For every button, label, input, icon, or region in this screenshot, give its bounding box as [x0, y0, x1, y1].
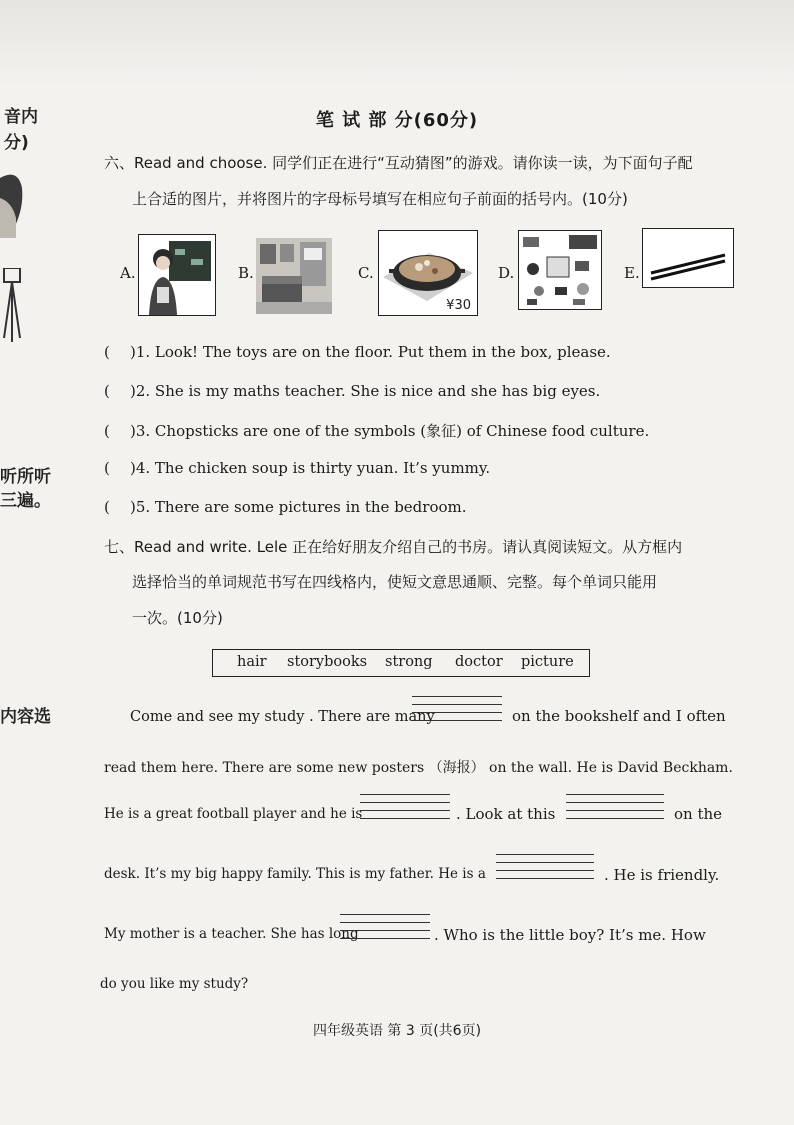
word-bank-item: hair [237, 654, 267, 670]
girl-illustration-fragment [0, 168, 40, 238]
passage-line-4b: . He is friendly. [604, 866, 720, 884]
margin-text-2: 分) [4, 133, 29, 153]
section6-heading-line2: 上合适的图片，并将图片的字母标号填写在相应句子前面的括号内。(10分) [132, 190, 628, 208]
item-text: )5. There are some pictures in the bedroom. [130, 498, 467, 516]
word-bank-item: storybooks [287, 654, 368, 670]
margin-text-3: 听所听 [0, 467, 51, 487]
section7-heading-line1: 七、Read and write. Lele 正在给好朋友介绍自己的书房。请认真阅读短文。从方框内 [104, 538, 683, 556]
item-text: )1. Look! The toys are on the floor. Put them in the box, please. [130, 343, 611, 361]
soup-pot-icon [378, 230, 478, 316]
margin-text-1: 音内 [4, 107, 38, 127]
section7-heading-line3: 一次。(10分) [132, 609, 223, 627]
answer-blank-2[interactable] [360, 792, 450, 820]
bedroom-icon [256, 238, 332, 314]
answer-blank-3[interactable] [566, 792, 664, 820]
word-bank-item: doctor [455, 654, 503, 670]
passage-line-3b: . Look at this [456, 805, 556, 823]
word-bank-item: picture [521, 654, 574, 670]
page-footer: 四年级英语 第 3 页(共6页) [312, 1023, 482, 1039]
passage-line-3a: He is a great football player and he is [104, 806, 363, 822]
scan-shadow [0, 0, 794, 90]
teacher-at-board-icon [138, 234, 216, 316]
list-item [104, 382, 600, 400]
picture-options [118, 228, 738, 318]
answer-blank-1[interactable] [412, 694, 502, 722]
page-title: 笔 试 部 分(60分) [315, 110, 479, 131]
answer-paren[interactable]: ( [104, 343, 110, 361]
picture-letter-a: A. [120, 264, 136, 282]
answer-paren[interactable]: ( [104, 382, 110, 400]
item-text: )3. Chopsticks are one of the symbols (象征) of Chinese food culture. [130, 422, 650, 440]
answer-paren[interactable]: ( [104, 459, 110, 477]
passage-line-5b: . Who is the little boy? It’s me. How [434, 926, 706, 944]
section7-heading-line2: 选择恰当的单词规范书写在四线格内，使短文意思通顺、完整。每个单词只能用 [132, 573, 658, 591]
soup-price: ¥30 [446, 298, 471, 313]
list-item [104, 420, 649, 441]
left-margin-strip [0, 90, 60, 1010]
passage-line-1b: on the bookshelf and I often [512, 707, 726, 725]
word-bank-item: strong [385, 654, 433, 670]
list-item [104, 343, 611, 361]
passage-line-1a: Come and see my study . There are many [130, 709, 435, 725]
answer-paren[interactable]: ( [104, 422, 110, 440]
word-bank-box [212, 649, 590, 677]
picture-letter-c: C. [358, 264, 374, 282]
picture-letter-d: D. [498, 264, 515, 282]
toys-on-floor-icon [518, 230, 602, 310]
passage-line-6: do you like my study? [100, 976, 249, 992]
passage-line-5a: My mother is a teacher. She has long [104, 926, 359, 942]
answer-paren[interactable]: ( [104, 498, 110, 516]
answer-blank-4[interactable] [496, 852, 594, 880]
passage-line-3c: on the [674, 805, 723, 823]
item-text: )2. She is my maths teacher. She is nice and she has big eyes. [130, 382, 601, 400]
picture-letter-e: E. [624, 264, 640, 282]
margin-text-4: 三遍。 [0, 491, 51, 511]
list-item [104, 498, 467, 516]
passage-line-2: read them here. There are some new posters （海报） on the wall. He is David Beckham. [104, 760, 733, 776]
tripod-illustration-fragment [0, 268, 30, 348]
list-item [104, 459, 490, 477]
picture-letter-b: B. [238, 264, 254, 282]
chopsticks-icon [642, 228, 734, 288]
passage-line-4a: desk. It’s my big happy family. This is my father. He is a [104, 866, 486, 882]
section6-heading-line1: 六、Read and choose. 同学们正在进行“互动猜图”的游戏。请你读一读，为下面句子配 [104, 154, 693, 172]
item-text: )4. The chicken soup is thirty yuan. It’s yummy. [130, 459, 491, 477]
margin-text-5: 内容选 [0, 707, 51, 727]
answer-blank-5[interactable] [340, 912, 430, 940]
